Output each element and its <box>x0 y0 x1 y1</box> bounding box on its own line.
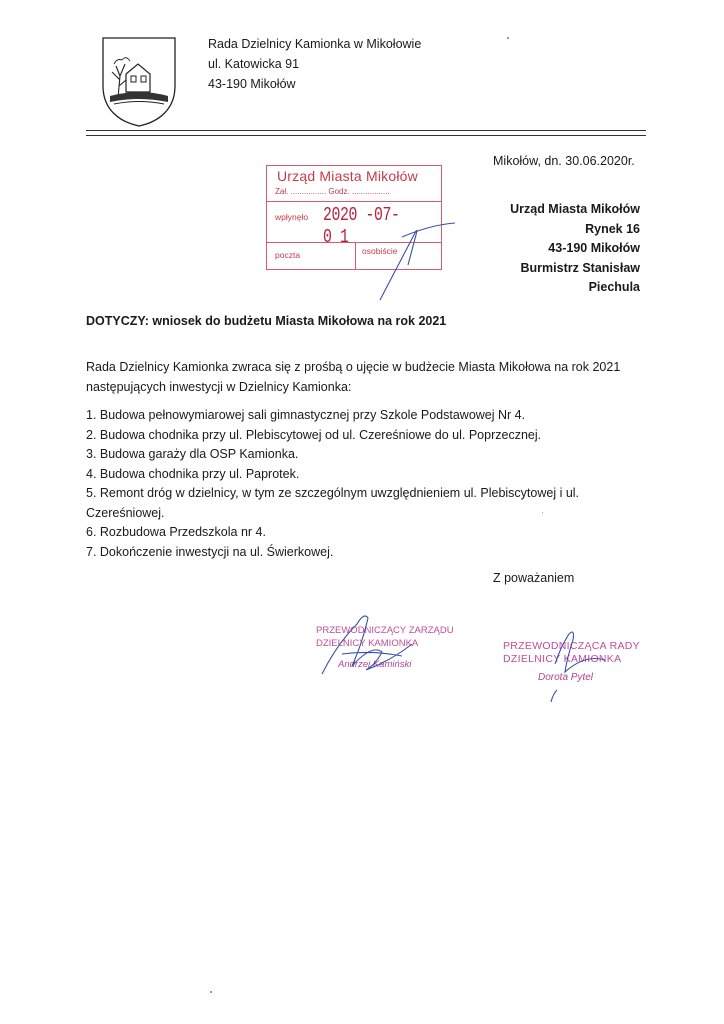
investment-list <box>86 406 626 562</box>
stamp-line: DZIELNICY KAMIONKA <box>503 653 622 665</box>
header-divider-bottom <box>86 135 646 136</box>
sender-name: Rada Dzielnicy Kamionka w Mikołowie <box>208 37 422 51</box>
board-chair-signature <box>302 604 432 684</box>
stamp-divider <box>267 201 441 202</box>
stamp-received-date: 2020 -07- 0 1 <box>323 204 400 248</box>
list-item: 6. Rozbudowa Przedszkola nr 4. <box>86 525 266 539</box>
scan-speck <box>542 512 543 513</box>
letter-subject: DOTYCZY: wniosek do budżetu Miasta Mikołowa na rok 2021 <box>86 314 447 328</box>
intro-line: Rada Dzielnicy Kamionka zwraca się z prośbą o ujęcie w budżecie Miasta Mikołowa na rok 2021 <box>86 360 621 374</box>
list-item: 3. Budowa garaży dla OSP Kamionka. <box>86 447 299 461</box>
pen-check-mark <box>360 205 460 305</box>
scan-speck <box>210 991 212 993</box>
list-item: 2. Budowa chodnika przy ul. Plebiscytowej od ul. Czereśniowe do ul. Poprzecznej. <box>86 427 542 442</box>
coat-of-arms-logo <box>100 36 178 128</box>
list-item: Czereśniowej. <box>86 505 165 520</box>
council-chair-signature <box>495 624 640 704</box>
sender-address <box>208 34 421 94</box>
board-chair-name: Andrzej Kamiński <box>338 659 412 670</box>
closing-phrase: Z poważaniem <box>493 571 575 585</box>
sender-city: 43-190 Mikołów <box>208 77 296 91</box>
stamp-line: PRZEWODNICZĄCA RADY <box>503 640 640 652</box>
stamp-line: PRZEWODNICZĄCY ZARZĄDU <box>316 625 454 636</box>
stamp-line: DZIELNICY KAMIONKA <box>316 638 419 649</box>
stamp-attachment-hour: Zał. ................ Godz. ................. <box>275 187 390 196</box>
council-chair-name: Dorota Pytel <box>538 672 594 683</box>
recipient-street: Rynek 16 <box>585 221 640 236</box>
list-item: 5. Remont dróg w dzielnicy, w tym ze szczególnym uwzględnieniem ul. Plebiscytowej i ul. <box>86 486 580 500</box>
recipient-address <box>470 200 640 298</box>
stamp-personal-label: osobiście <box>362 246 398 256</box>
recipient-city: 43-190 Mikołów <box>548 241 640 255</box>
recipient-office: Urząd Miasta Mikołów <box>510 202 640 216</box>
header-divider-top <box>86 130 646 131</box>
list-item: 4. Budowa chodnika przy ul. Paprotek. <box>86 466 300 481</box>
letter-date: Mikołów, dn. 30.06.2020r. <box>493 154 635 168</box>
letter-intro <box>86 358 626 397</box>
sender-street: ul. Katowicka 91 <box>208 57 300 71</box>
stamp-divider <box>355 242 356 269</box>
recipient-person: Burmistrz Stanisław Piechula <box>520 260 640 294</box>
list-item: 1. Budowa pełnowymiarowej sali gimnastycznej przy Szkole Podstawowej Nr 4. <box>86 408 526 422</box>
scan-speck <box>507 37 509 39</box>
intro-line: następujących inwestycji w Dzielnicy Kamionka: <box>86 379 352 394</box>
list-item: 7. Dokończenie inwestycji na ul. Świerkowej. <box>86 544 334 559</box>
stamp-received-label: wpłynęło <box>275 212 309 222</box>
stamp-post-label: poczta <box>275 250 301 260</box>
stamp-title: Urząd Miasta Mikołów <box>277 168 418 184</box>
